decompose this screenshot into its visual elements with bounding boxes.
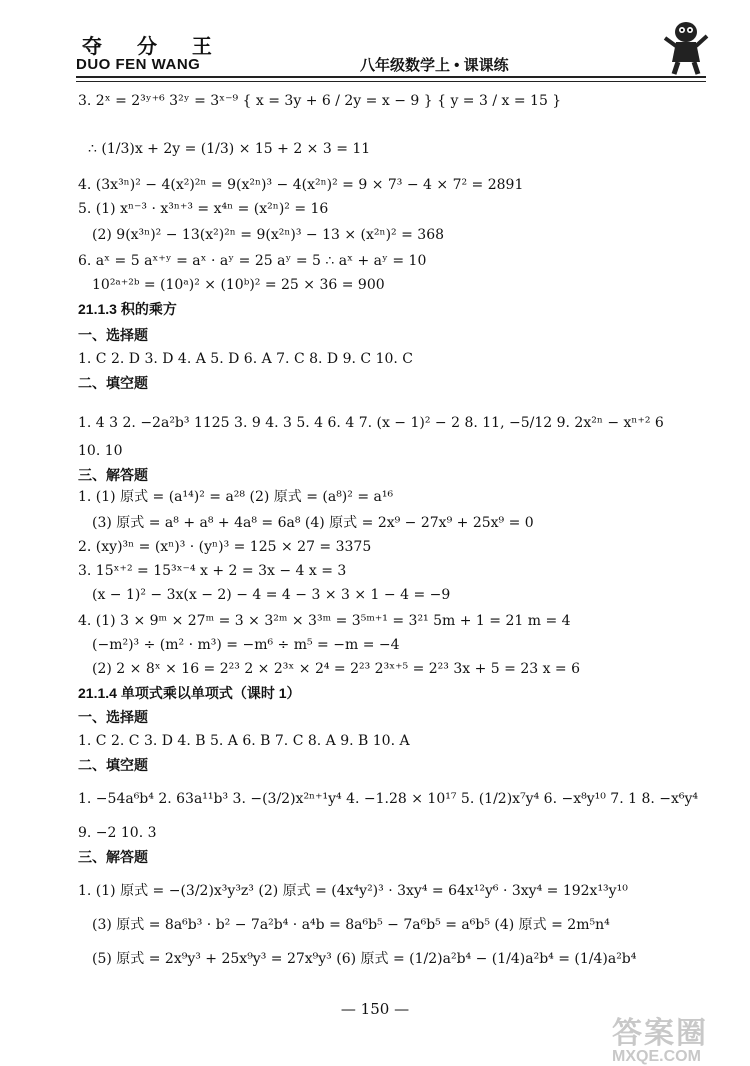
- section-heading: 21.1.4 单项式乘以单项式（课时 1）: [78, 685, 301, 701]
- answer-line: (3) 原式 = 8a⁶b³ · b² − 7a²b⁴ · a⁴b = 8a⁶b⁵ − 7a⁶b⁵ = a⁶b⁵ (4) 原式 = 2m⁵n⁴: [92, 917, 610, 933]
- answer-line: 10. 10: [78, 443, 123, 459]
- section-heading: 一、选择题: [78, 709, 148, 725]
- header-title: 八年级数学上 • 课课练: [360, 57, 509, 74]
- watermark-line1: 答案圈: [612, 1017, 708, 1050]
- answer-line: (x − 1)² − 3x(x − 2) − 4 = 4 − 3 × 3 × 1 − 4 = −9: [92, 587, 451, 603]
- answer-line: ∴ (1/3)x + 2y = (1/3) × 15 + 2 × 3 = 11: [88, 141, 371, 157]
- page-number: — 150 —: [340, 1000, 410, 1018]
- answer-line: (−m²)³ ÷ (m² · m³) = −m⁶ ÷ m⁵ = −m = −4: [92, 637, 400, 653]
- answer-line: 3. 2ˣ = 2³ʸ⁺⁶ 3²ʸ = 3ˣ⁻⁹ { x = 3y + 6 / 2y = x − 9 } { y = 3 / x = 15 }: [78, 93, 562, 109]
- mascot-icon: [662, 18, 710, 76]
- answer-line: 1. 4 3 2. −2a²b³ 1125 3. 9 4. 3 5. 4 6. 4 7. (x − 1)² − 2 8. 11, −5/12 9. 2x²ⁿ − xⁿ⁺² 6: [78, 415, 664, 431]
- header-rule-top: [76, 76, 706, 78]
- header-brand-cn: 夺 分 王: [82, 34, 226, 58]
- answer-line: 1. −54a⁶b⁴ 2. 63a¹¹b³ 3. −(3/2)x²ⁿ⁺¹y⁴ 4. −1.28 × 10¹⁷ 5. (1/2)x⁷y⁴ 6. −x⁸y¹⁰ 7. 1 8. −x⁶y⁴: [78, 791, 699, 807]
- answer-line: 9. −2 10. 3: [78, 825, 157, 841]
- answer-line: 1. C 2. D 3. D 4. A 5. D 6. A 7. C 8. D 9. C 10. C: [78, 351, 414, 367]
- answer-line: 1. (1) 原式 = −(3/2)x³y³z³ (2) 原式 = (4x⁴y²)³ · 3xy⁴ = 64x¹²y⁶ · 3xy⁴ = 192x¹³y¹⁰: [78, 883, 628, 899]
- header-rule-bottom: [76, 81, 706, 82]
- watermark: [612, 1008, 708, 1066]
- answer-line: 4. (3x³ⁿ)² − 4(x²)²ⁿ = 9(x²ⁿ)³ − 4(x²ⁿ)² = 9 × 7³ − 4 × 7² = 2891: [78, 177, 524, 193]
- section-heading: 一、选择题: [78, 327, 148, 343]
- answer-line: (5) 原式 = 2x⁹y³ + 25x⁹y³ = 27x⁹y³ (6) 原式 = (1/2)a²b⁴ − (1/4)a²b⁴ = (1/4)a²b⁴: [92, 951, 637, 967]
- answer-line: (2) 9(x³ⁿ)² − 13(x²)²ⁿ = 9(x²ⁿ)³ − 13 × (x²ⁿ)² = 368: [92, 227, 445, 243]
- section-heading: 三、解答题: [78, 849, 148, 865]
- answer-line: 1. (1) 原式 = (a¹⁴)² = a²⁸ (2) 原式 = (a⁸)² = a¹⁶: [78, 489, 394, 505]
- section-heading: 三、解答题: [78, 467, 148, 483]
- answer-line: 3. 15ˣ⁺² = 15³ˣ⁻⁴ x + 2 = 3x − 4 x = 3: [78, 563, 347, 579]
- answer-line: (2) 2 × 8ˣ × 16 = 2²³ 2 × 2³ˣ × 2⁴ = 2²³ 2³ˣ⁺⁵ = 2²³ 3x + 5 = 23 x = 6: [92, 661, 581, 677]
- answer-line: 5. (1) xⁿ⁻³ · x³ⁿ⁺³ = x⁴ⁿ = (x²ⁿ)² = 16: [78, 201, 329, 217]
- section-heading: 21.1.3 积的乘方: [78, 301, 177, 317]
- section-heading: 二、填空题: [78, 757, 148, 773]
- answer-line: 6. aˣ = 5 aˣ⁺ʸ = aˣ · aʸ = 25 aʸ = 5 ∴ aˣ + aʸ = 10: [78, 253, 427, 269]
- answer-line: 2. (xy)³ⁿ = (xⁿ)³ · (yⁿ)³ = 125 × 27 = 3375: [78, 539, 372, 555]
- answer-line: 10²ᵃ⁺²ᵇ = (10ᵃ)² × (10ᵇ)² = 25 × 36 = 900: [92, 277, 385, 293]
- answer-line: (3) 原式 = a⁸ + a⁸ + 4a⁸ = 6a⁸ (4) 原式 = 2x⁹ − 27x⁹ + 25x⁹ = 0: [92, 515, 534, 531]
- answer-line: 1. C 2. C 3. D 4. B 5. A 6. B 7. C 8. A 9. B 10. A: [78, 733, 410, 749]
- header-brand-en: DUO FEN WANG: [76, 56, 201, 73]
- section-heading: 二、填空题: [78, 375, 148, 391]
- watermark-line2: MXQE.COM: [612, 1048, 701, 1065]
- answer-line: 4. (1) 3 × 9ᵐ × 27ᵐ = 3 × 3²ᵐ × 3³ᵐ = 3⁵ᵐ⁺¹ = 3²¹ 5m + 1 = 21 m = 4: [78, 613, 571, 629]
